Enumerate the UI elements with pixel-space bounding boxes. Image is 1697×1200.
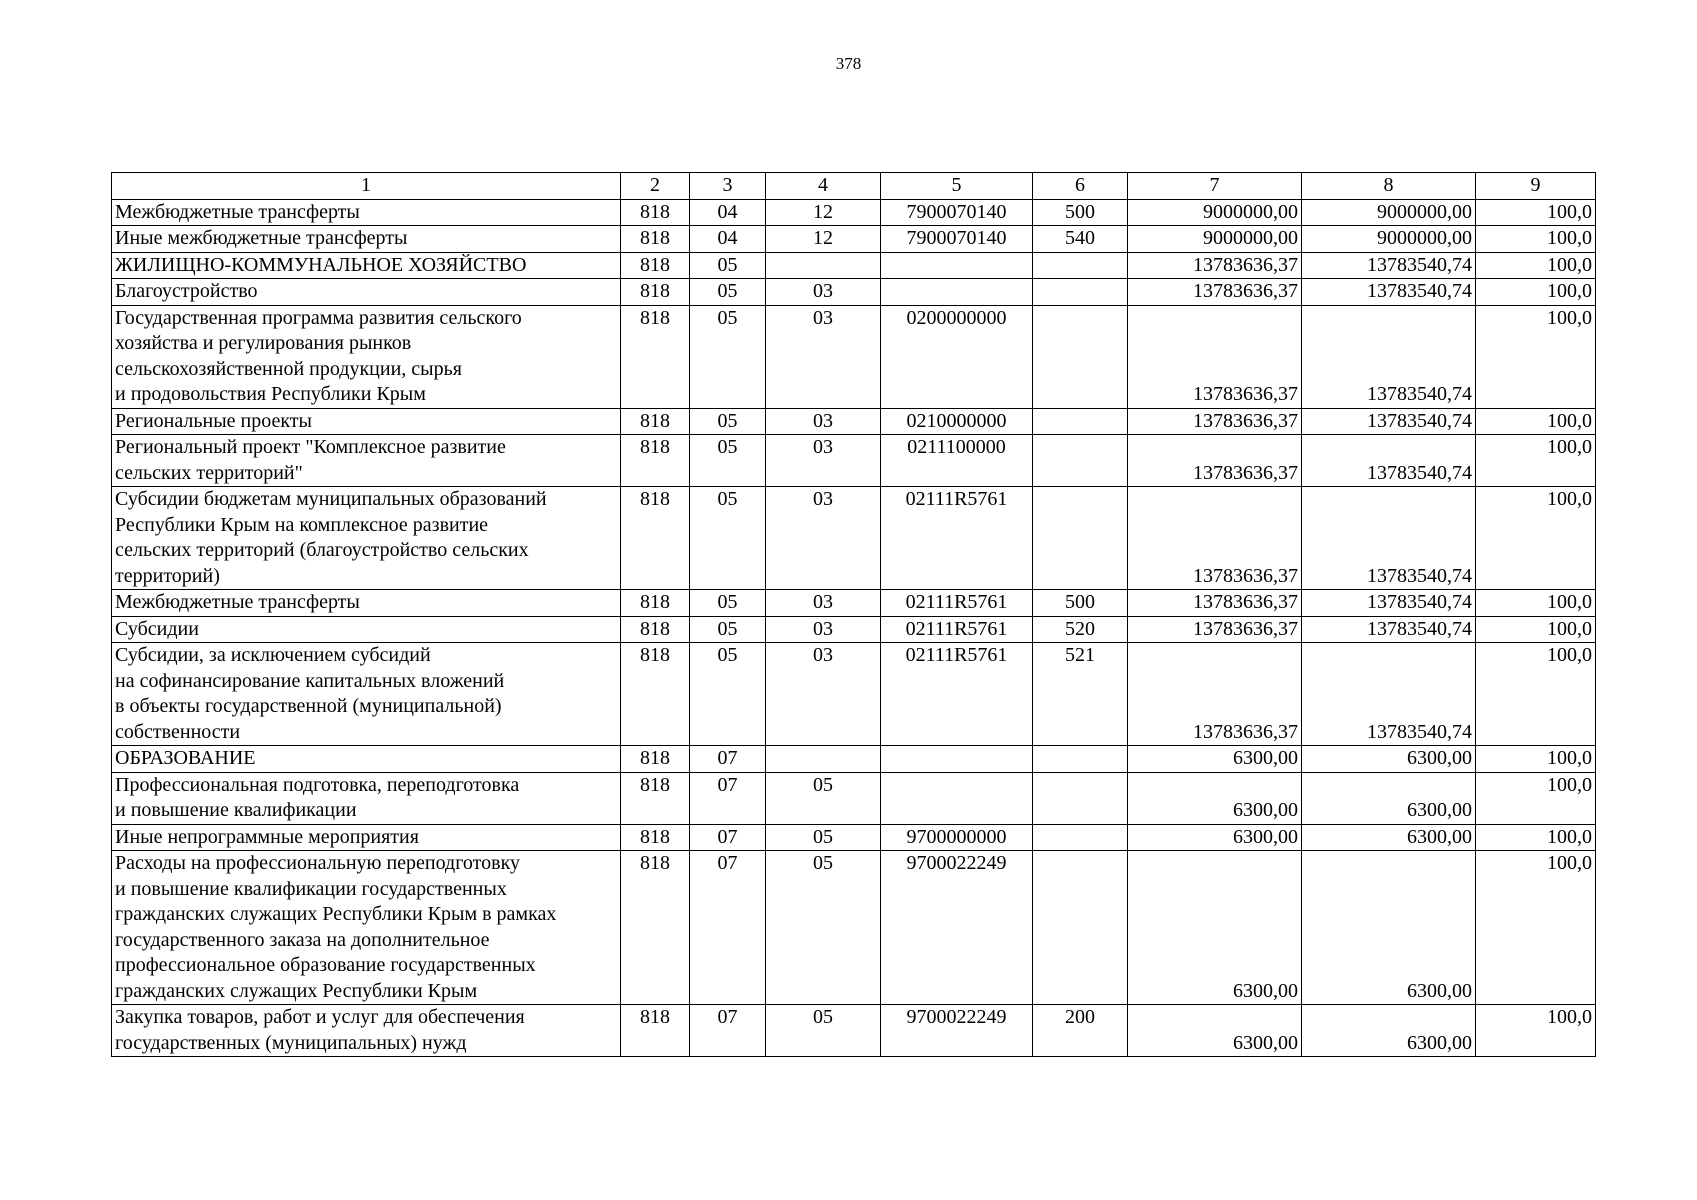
subsection-code: 03 xyxy=(766,305,881,408)
row-name-line: Региональные проекты xyxy=(115,409,312,432)
execution-percent: 100,0 xyxy=(1476,487,1596,590)
executed-amount: 6300,00 xyxy=(1302,851,1476,1005)
row-name-line: хозяйства и регулирования рынков xyxy=(115,332,412,354)
execution-percent: 100,0 xyxy=(1476,408,1596,435)
row-name-line: Субсидии xyxy=(115,617,199,640)
table-row xyxy=(112,616,1596,643)
row-name-line: Расходы на профессиональную переподготовку xyxy=(115,852,521,874)
row-name xyxy=(112,590,621,617)
target-article-code: 7900070140 xyxy=(881,226,1033,253)
expense-type-code: 200 xyxy=(1033,1005,1128,1057)
ministry-code: 818 xyxy=(621,746,690,773)
row-name-line: Иные межбюджетные трансферты xyxy=(115,227,408,249)
column-header: 1 xyxy=(112,173,621,200)
row-name-line: ОБРАЗОВАНИЕ xyxy=(115,747,256,769)
target-article-code: 9700000000 xyxy=(881,824,1033,851)
table-row xyxy=(112,435,1596,487)
execution-percent: 100,0 xyxy=(1476,226,1596,253)
execution-percent: 100,0 xyxy=(1476,435,1596,487)
execution-percent: 100,0 xyxy=(1476,590,1596,617)
row-name-line: территорий) xyxy=(115,564,220,587)
executed-amount: 6300,00 xyxy=(1302,824,1476,851)
row-name-line: и повышение квалификации xyxy=(115,799,357,821)
ministry-code: 818 xyxy=(621,487,690,590)
table-row xyxy=(112,279,1596,306)
row-name xyxy=(112,408,621,435)
budget-table xyxy=(111,172,1596,1057)
row-name-line: Региональный проект "Комплексное развитие xyxy=(115,436,506,458)
section-code: 04 xyxy=(690,226,766,253)
ministry-code: 818 xyxy=(621,226,690,253)
section-code: 07 xyxy=(690,824,766,851)
target-article-code xyxy=(881,279,1033,306)
ministry-code: 818 xyxy=(621,590,690,617)
section-code: 07 xyxy=(690,851,766,1005)
executed-amount: 6300,00 xyxy=(1302,746,1476,773)
executed-amount: 6300,00 xyxy=(1302,1005,1476,1057)
planned-amount: 6300,00 xyxy=(1128,851,1302,1005)
target-article-code: 02111R5761 xyxy=(881,487,1033,590)
row-name-line: сельских территорий" xyxy=(115,461,303,484)
planned-amount: 9000000,00 xyxy=(1128,226,1302,253)
execution-percent: 100,0 xyxy=(1476,1005,1596,1057)
section-code: 07 xyxy=(690,772,766,824)
table-row xyxy=(112,226,1596,253)
execution-percent: 100,0 xyxy=(1476,824,1596,851)
column-header: 4 xyxy=(766,173,881,200)
row-name xyxy=(112,616,621,643)
subsection-code: 05 xyxy=(766,824,881,851)
row-name-line: на софинансирование капитальных вложений xyxy=(115,669,505,692)
section-code: 07 xyxy=(690,1005,766,1057)
section-code: 05 xyxy=(690,279,766,306)
expense-type-code: 521 xyxy=(1033,643,1128,746)
row-name-line: профессиональное образование государственных xyxy=(115,954,536,976)
row-name xyxy=(112,643,621,746)
execution-percent: 100,0 xyxy=(1476,279,1596,306)
executed-amount: 6300,00 xyxy=(1302,772,1476,824)
row-name-line: и повышение квалификации государственных xyxy=(115,877,507,900)
execution-percent: 100,0 xyxy=(1476,252,1596,279)
row-name xyxy=(112,772,621,824)
subsection-code xyxy=(766,252,881,279)
subsection-code: 03 xyxy=(766,435,881,487)
table-row xyxy=(112,305,1596,408)
planned-amount: 6300,00 xyxy=(1128,746,1302,773)
table-row xyxy=(112,199,1596,226)
executed-amount: 13783540,74 xyxy=(1302,590,1476,617)
page-number: 378 xyxy=(835,54,862,73)
planned-amount: 13783636,37 xyxy=(1128,252,1302,279)
execution-percent: 100,0 xyxy=(1476,616,1596,643)
row-name-line: Профессиональная подготовка, переподготовка xyxy=(115,773,520,796)
subsection-code: 03 xyxy=(766,590,881,617)
executed-amount: 13783540,74 xyxy=(1302,252,1476,279)
column-header: 7 xyxy=(1128,173,1302,200)
target-article-code: 9700022249 xyxy=(881,851,1033,1005)
target-article-code: 0210000000 xyxy=(881,408,1033,435)
target-article-code: 02111R5761 xyxy=(881,643,1033,746)
ministry-code: 818 xyxy=(621,851,690,1005)
row-name xyxy=(112,1005,621,1057)
target-article-code xyxy=(881,772,1033,824)
ministry-code: 818 xyxy=(621,279,690,306)
planned-amount: 9000000,00 xyxy=(1128,199,1302,226)
column-header: 5 xyxy=(881,173,1033,200)
table-row xyxy=(112,408,1596,435)
executed-amount: 9000000,00 xyxy=(1302,226,1476,253)
subsection-code: 05 xyxy=(766,851,881,1005)
target-article-code: 0211100000 xyxy=(881,435,1033,487)
table-header-row xyxy=(112,173,1596,200)
execution-percent: 100,0 xyxy=(1476,643,1596,746)
row-name-line: Субсидии, за исключением субсидий xyxy=(115,644,431,666)
ministry-code: 818 xyxy=(621,305,690,408)
expense-type-code xyxy=(1033,435,1128,487)
row-name xyxy=(112,851,621,1005)
planned-amount: 13783636,37 xyxy=(1128,487,1302,590)
column-header: 6 xyxy=(1033,173,1128,200)
row-name-line: Государственная программа развития сельского xyxy=(115,306,522,329)
row-name-line: Закупка товаров, работ и услуг для обеспечения xyxy=(115,1006,525,1028)
executed-amount: 13783540,74 xyxy=(1302,487,1476,590)
ministry-code: 818 xyxy=(621,772,690,824)
section-code: 05 xyxy=(690,590,766,617)
target-article-code: 7900070140 xyxy=(881,199,1033,226)
ministry-code: 818 xyxy=(621,199,690,226)
table-row xyxy=(112,1005,1596,1057)
row-name-line: гражданских служащих Республики Крым xyxy=(115,979,478,1002)
row-name-line: Субсидии бюджетам муниципальных образований xyxy=(115,488,547,510)
section-code: 05 xyxy=(690,408,766,435)
execution-percent: 100,0 xyxy=(1476,772,1596,824)
planned-amount: 13783636,37 xyxy=(1128,616,1302,643)
subsection-code: 03 xyxy=(766,408,881,435)
expense-type-code xyxy=(1033,305,1128,408)
executed-amount: 13783540,74 xyxy=(1302,305,1476,408)
expense-type-code xyxy=(1033,408,1128,435)
table-row xyxy=(112,252,1596,279)
subsection-code xyxy=(766,746,881,773)
target-article-code: 9700022249 xyxy=(881,1005,1033,1057)
row-name xyxy=(112,279,621,306)
row-name xyxy=(112,305,621,408)
execution-percent: 100,0 xyxy=(1476,305,1596,408)
target-article-code xyxy=(881,746,1033,773)
planned-amount: 13783636,37 xyxy=(1128,408,1302,435)
row-name xyxy=(112,435,621,487)
section-code: 05 xyxy=(690,643,766,746)
section-code: 05 xyxy=(690,305,766,408)
row-name-line: Республики Крым на комплексное развитие xyxy=(115,513,489,536)
subsection-code: 03 xyxy=(766,279,881,306)
execution-percent: 100,0 xyxy=(1476,851,1596,1005)
row-name-line: Межбюджетные трансферты xyxy=(115,591,360,613)
row-name xyxy=(112,199,621,226)
execution-percent: 100,0 xyxy=(1476,746,1596,773)
subsection-code: 05 xyxy=(766,1005,881,1057)
executed-amount: 9000000,00 xyxy=(1302,199,1476,226)
column-header: 8 xyxy=(1302,173,1476,200)
row-name-line: в объекты государственной (муниципальной) xyxy=(115,695,502,717)
section-code: 05 xyxy=(690,616,766,643)
subsection-code: 12 xyxy=(766,226,881,253)
column-header: 3 xyxy=(690,173,766,200)
table-row xyxy=(112,487,1596,590)
row-name-line: Благоустройство xyxy=(115,280,258,302)
expense-type-code xyxy=(1033,487,1128,590)
planned-amount: 6300,00 xyxy=(1128,1005,1302,1057)
row-name-line: сельскохозяйственной продукции, сырья xyxy=(115,357,462,380)
planned-amount: 13783636,37 xyxy=(1128,643,1302,746)
target-article-code xyxy=(881,252,1033,279)
table-row xyxy=(112,643,1596,746)
expense-type-code: 520 xyxy=(1033,616,1128,643)
row-name-line: собственности xyxy=(115,720,241,743)
subsection-code: 03 xyxy=(766,487,881,590)
row-name xyxy=(112,487,621,590)
expense-type-code: 500 xyxy=(1033,199,1128,226)
row-name-line: государственных (муниципальных) нужд xyxy=(115,1031,467,1054)
ministry-code: 818 xyxy=(621,252,690,279)
row-name-line: Межбюджетные трансферты xyxy=(115,200,360,223)
row-name-line: Иные непрограммные мероприятия xyxy=(115,825,419,848)
section-code: 05 xyxy=(690,487,766,590)
table-body xyxy=(112,173,1596,1057)
expense-type-code xyxy=(1033,772,1128,824)
row-name-line: сельских территорий (благоустройство сельских xyxy=(115,539,529,561)
subsection-code: 03 xyxy=(766,643,881,746)
executed-amount: 13783540,74 xyxy=(1302,435,1476,487)
section-code: 07 xyxy=(690,746,766,773)
row-name xyxy=(112,252,621,279)
section-code: 04 xyxy=(690,199,766,226)
subsection-code: 03 xyxy=(766,616,881,643)
target-article-code: 02111R5761 xyxy=(881,590,1033,617)
table-row xyxy=(112,746,1596,773)
expense-type-code xyxy=(1033,746,1128,773)
planned-amount: 13783636,37 xyxy=(1128,590,1302,617)
planned-amount: 6300,00 xyxy=(1128,772,1302,824)
executed-amount: 13783540,74 xyxy=(1302,279,1476,306)
table-row xyxy=(112,772,1596,824)
executed-amount: 13783540,74 xyxy=(1302,408,1476,435)
expense-type-code: 500 xyxy=(1033,590,1128,617)
row-name-line: ЖИЛИЩНО-КОММУНАЛЬНОЕ ХОЗЯЙСТВО xyxy=(115,253,527,276)
row-name xyxy=(112,226,621,253)
row-name xyxy=(112,824,621,851)
row-name-line: и продовольствия Республики Крым xyxy=(115,383,426,405)
column-header: 9 xyxy=(1476,173,1596,200)
expense-type-code xyxy=(1033,279,1128,306)
target-article-code: 02111R5761 xyxy=(881,616,1033,643)
executed-amount: 13783540,74 xyxy=(1302,643,1476,746)
ministry-code: 818 xyxy=(621,435,690,487)
row-name-line: гражданских служащих Республики Крым в рамках xyxy=(115,903,557,925)
section-code: 05 xyxy=(690,435,766,487)
target-article-code: 0200000000 xyxy=(881,305,1033,408)
subsection-code: 12 xyxy=(766,199,881,226)
execution-percent: 100,0 xyxy=(1476,199,1596,226)
subsection-code: 05 xyxy=(766,772,881,824)
planned-amount: 13783636,37 xyxy=(1128,279,1302,306)
planned-amount: 13783636,37 xyxy=(1128,435,1302,487)
executed-amount: 13783540,74 xyxy=(1302,616,1476,643)
expense-type-code xyxy=(1033,824,1128,851)
ministry-code: 818 xyxy=(621,824,690,851)
ministry-code: 818 xyxy=(621,408,690,435)
table-row xyxy=(112,590,1596,617)
row-name-line: государственного заказа на дополнительное xyxy=(115,928,490,951)
section-code: 05 xyxy=(690,252,766,279)
row-name xyxy=(112,746,621,773)
ministry-code: 818 xyxy=(621,643,690,746)
planned-amount: 13783636,37 xyxy=(1128,305,1302,408)
table-row xyxy=(112,824,1596,851)
expense-type-code: 540 xyxy=(1033,226,1128,253)
expense-type-code xyxy=(1033,851,1128,1005)
ministry-code: 818 xyxy=(621,1005,690,1057)
planned-amount: 6300,00 xyxy=(1128,824,1302,851)
ministry-code: 818 xyxy=(621,616,690,643)
table-row xyxy=(112,851,1596,1005)
column-header: 2 xyxy=(621,173,690,200)
expense-type-code xyxy=(1033,252,1128,279)
